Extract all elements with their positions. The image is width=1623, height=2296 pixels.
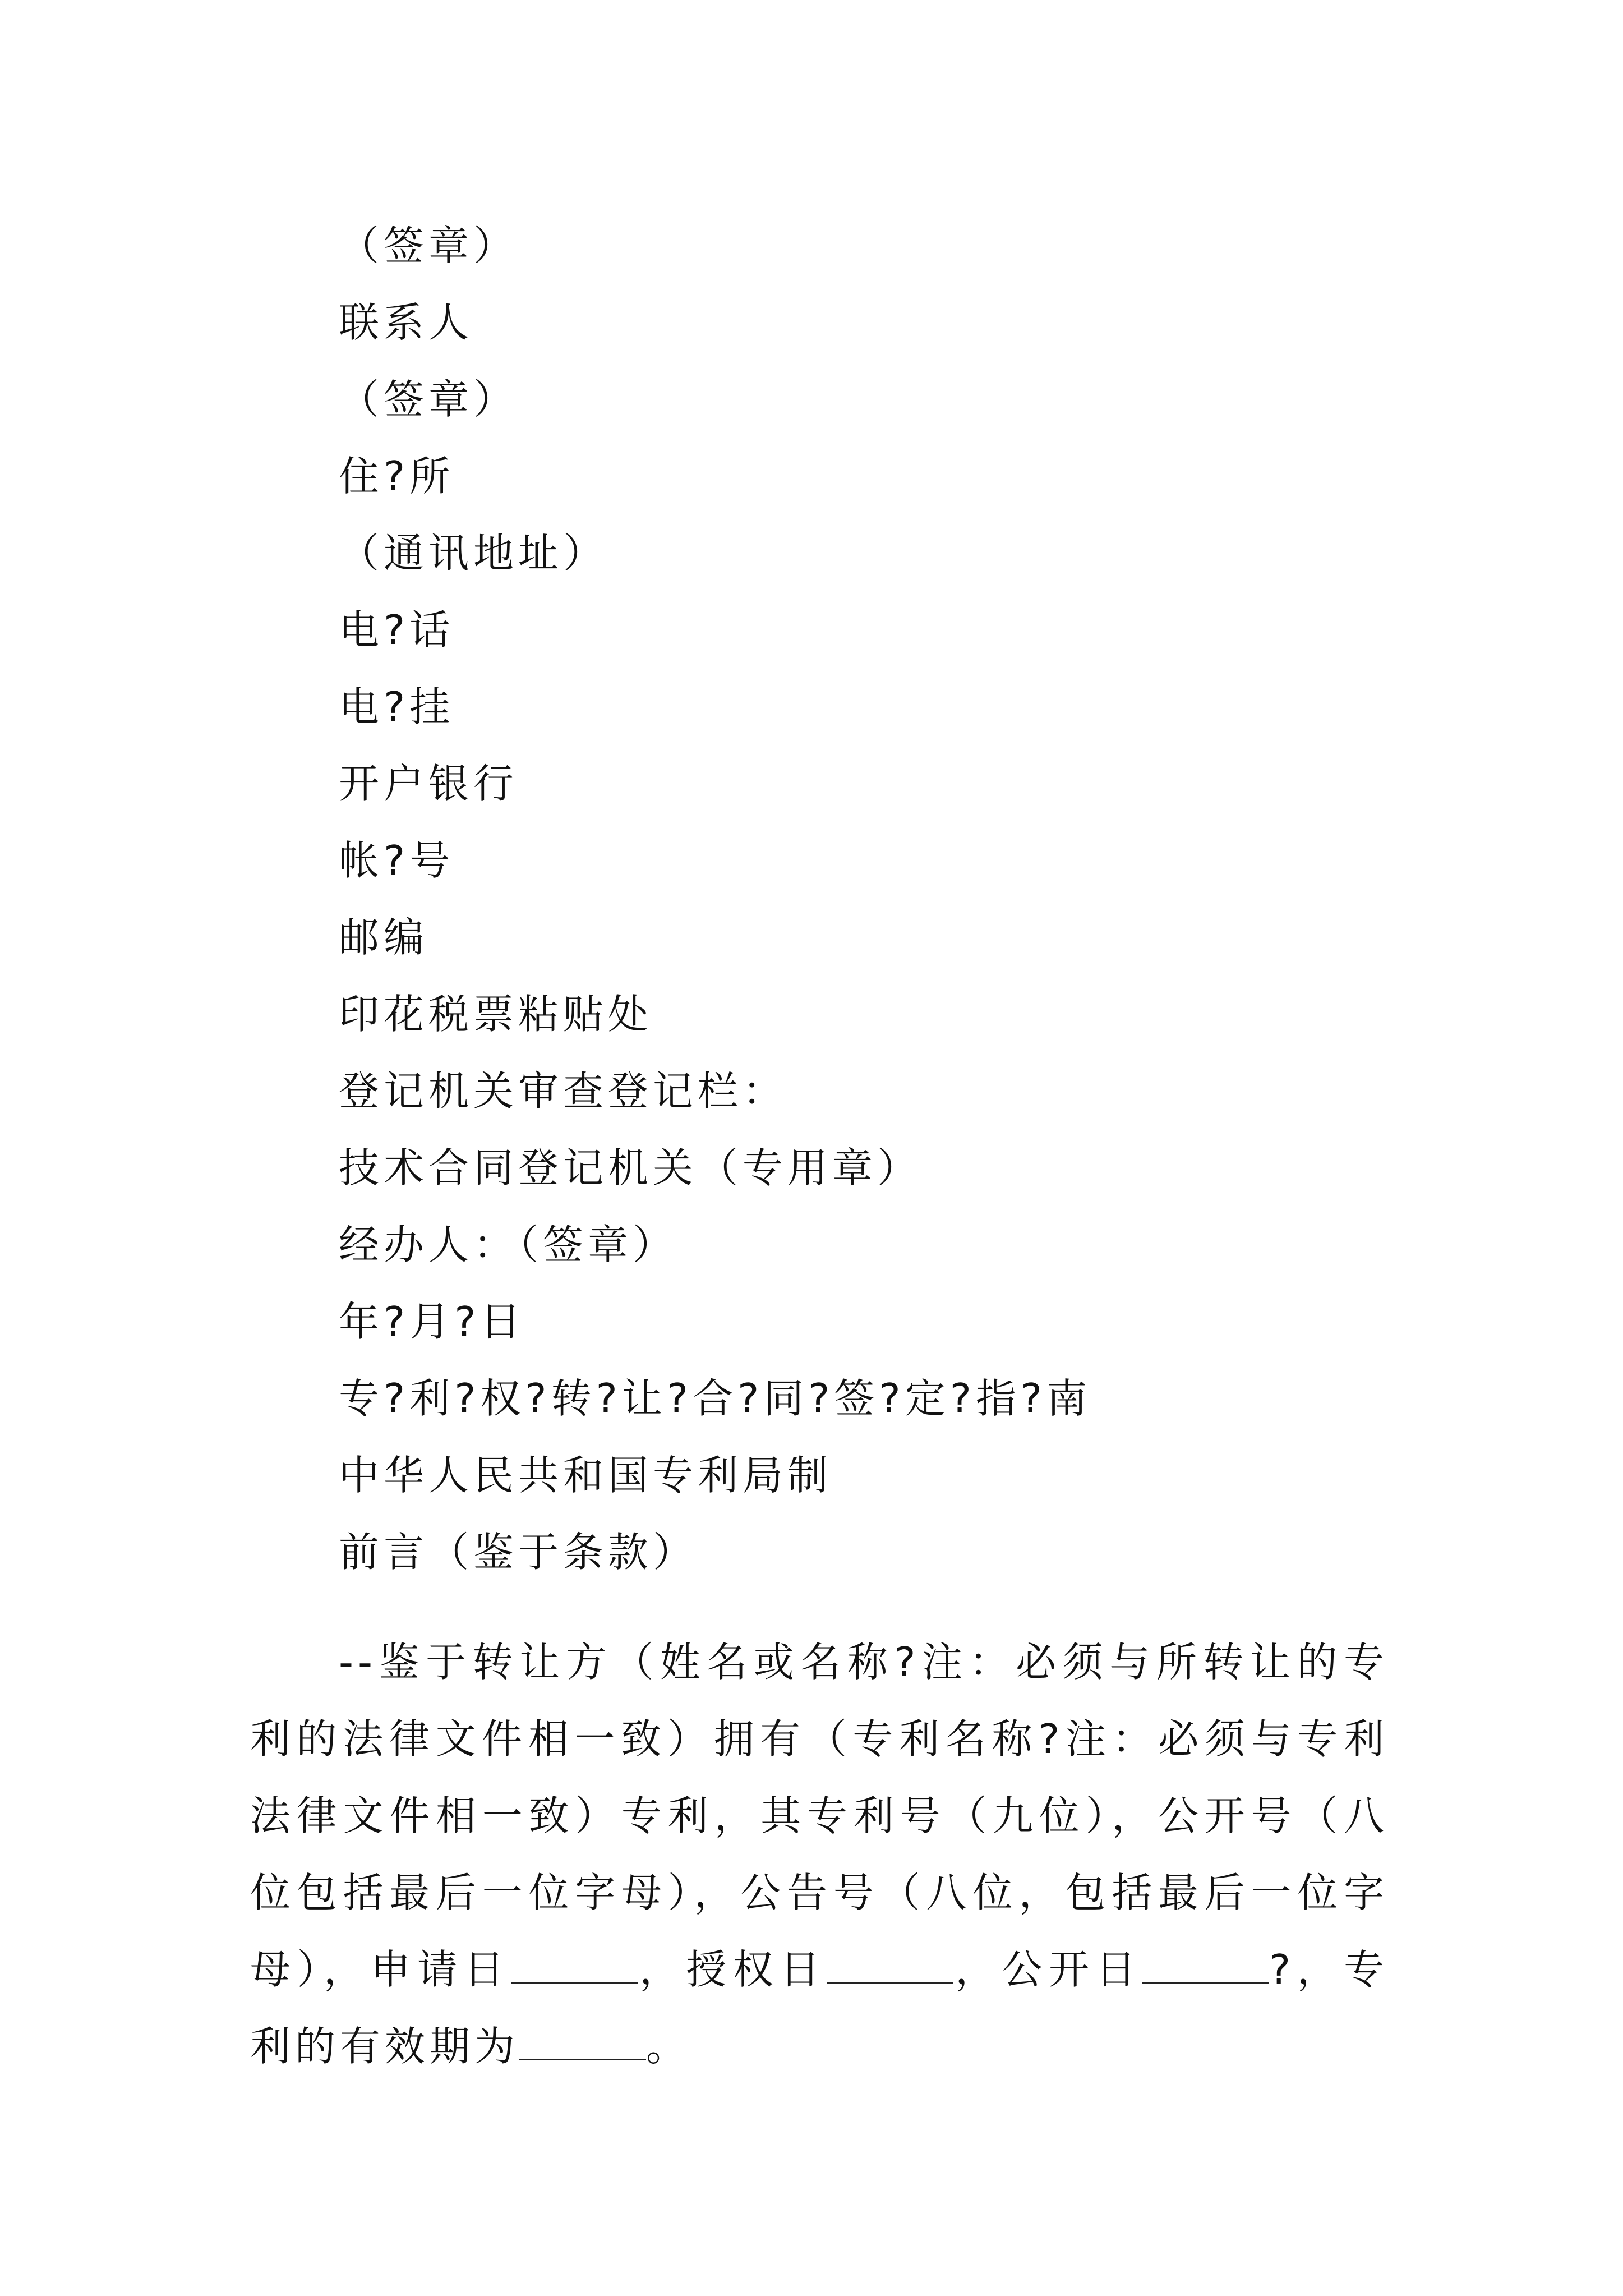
mailing-address-label: （通讯地址） [339,530,608,577]
residence-label: 住?所 [339,453,455,500]
account-label: 帐?号 [339,837,455,884]
signature-label-2: （签章） [339,376,519,423]
preface-text-1: --鉴于转让方（姓名或名称?注：必须与所转让的专利的法律文件相一致）拥有（专利名称?注：必须与专利法律文件相一致）专利，其专利号（九位），公开号（八位包括最后一位字母），公告号（八位，包括最后一位字母），申请日 [250,1639,1389,1993]
validity-period-blank [519,2025,646,2060]
preface-text-4: ?，专利的有效期为 [250,1946,1389,2070]
registry-review-label: 登记机关审查登记栏： [339,1068,788,1115]
postcode-label: 邮编 [339,914,429,961]
stamp-tax-label: 印花税票粘贴处 [339,991,653,1038]
telegraph-label: 电?挂 [339,683,455,730]
preface-paragraph [250,1624,1389,2085]
phone-label: 电?话 [339,606,455,654]
issuer-line: 中华人民共和国专利局制 [339,1452,833,1499]
form-lines [339,208,1404,1591]
preface-heading: 前言（鉴于条款） [339,1529,698,1576]
registry-seal-label: 技术合同登记机关（专用章） [339,1144,923,1191]
preface-text-3: ，公开日 [953,1946,1142,1993]
date-label: 年?月?日 [339,1298,525,1345]
bank-label: 开户银行 [339,760,519,807]
guide-title: 专?利?权?转?让?合?同?签?定?指?南 [339,1375,1092,1422]
grant-date-blank [827,1948,953,1984]
publication-date-blank [1142,1948,1269,1984]
signature-label-1: （签章） [339,222,519,269]
handler-label: 经办人：（签章） [339,1221,678,1268]
preface-text-5: 。 [646,2023,691,2070]
application-date-blank [511,1948,638,1984]
preface-text-2: ，授权日 [637,1946,827,1993]
contact-person-label: 联系人 [339,299,474,346]
